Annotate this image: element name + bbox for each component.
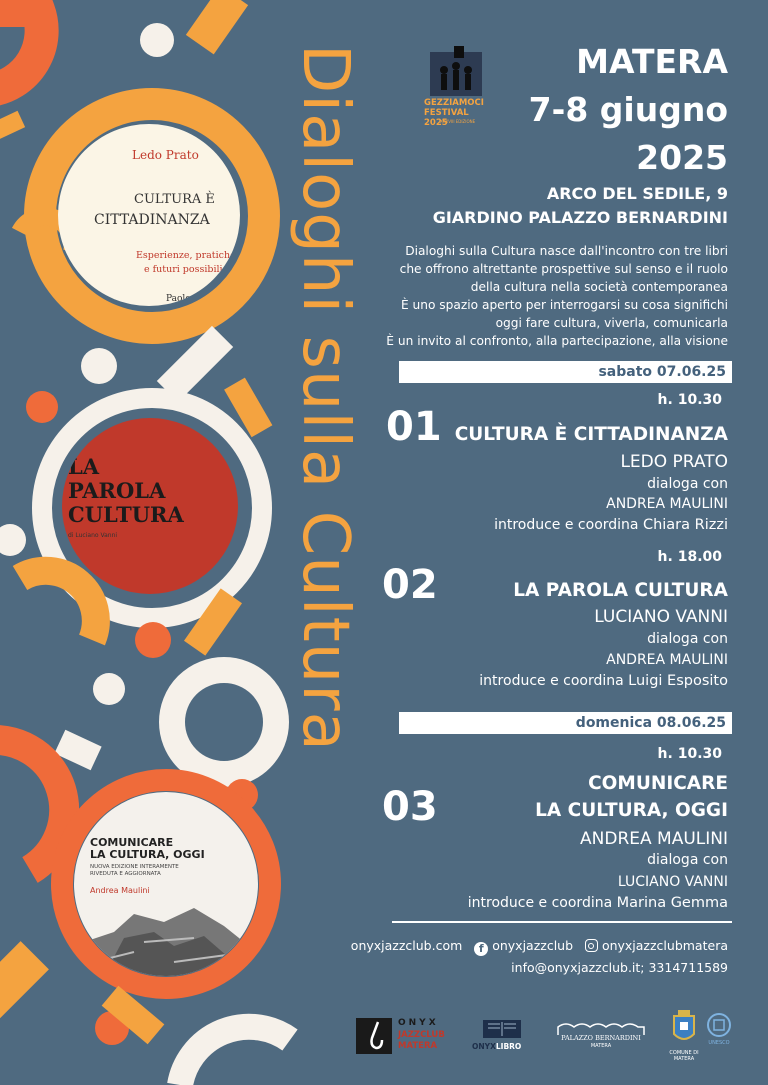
venue-line-2: GIARDINO PALAZZO BERNARDINI [432, 208, 728, 227]
festival-logo [424, 44, 488, 128]
event2-moderator-line [479, 673, 728, 689]
decor-dot-white-3 [0, 524, 26, 556]
event2-number: 02 [382, 562, 438, 608]
event2-title: LA PAROLA CULTURA [513, 580, 728, 601]
onyx-logo-text-3: MATERA [398, 1041, 438, 1051]
event3-title-2: LA CULTURA, OGGI [535, 800, 728, 821]
event3-guest: LUCIANO VANNI [617, 874, 728, 890]
decor-ring-white-small [172, 670, 276, 774]
event2-moderator: Luigi Esposito [628, 673, 728, 689]
onyx-logo-text-2: JAZZCLUB [398, 1030, 445, 1040]
book2-title-1: LA [68, 454, 100, 479]
instagram-icon [585, 939, 598, 952]
unesco-icon [706, 1012, 732, 1038]
palazzo-text: PALAZZO BERNARDINI [561, 1034, 641, 1042]
event1-time: h. 10.30 [657, 392, 722, 408]
saxophone-icon [356, 1018, 392, 1054]
book-cover-parola-cultura [62, 418, 238, 594]
decor-arc-orange-mid [20, 571, 96, 640]
decor-dot-white-4 [93, 673, 125, 705]
intro-line: oggi fare cultura, viverla, comunicarla [495, 316, 728, 330]
book1-subtitle-1: Esperienze, pratiche [136, 250, 236, 261]
venue-line-1: ARCO DEL SEDILE, 9 [546, 184, 728, 203]
intro-line: È uno spazio aperto per interrogarsi su cosa significhi [400, 298, 728, 312]
intro-line: che offrono altrettante prospettive sul senso e il ruolo [399, 262, 728, 276]
event3-author: ANDREA MAULINI [580, 829, 728, 849]
intro-line: della cultura nella società contemporanea [470, 280, 728, 294]
book3-edition-2: RIVEDUTA E AGGIORNATA [90, 871, 161, 877]
book3-edition-1: NUOVA EDIZIONE INTERAMENTE [90, 864, 179, 870]
book1-title-1: CULTURA È [134, 192, 215, 207]
libro-text-1: ONYX [472, 1042, 496, 1051]
facebook-icon: f [474, 942, 488, 956]
logo-text-2: FESTIVAL 2025 [424, 108, 469, 128]
onyx-logo-text-1: ONYX [398, 1018, 439, 1028]
event1-title: CULTURA È CITTADINANZA [454, 424, 728, 445]
decor-arc-orange-topleft [0, 10, 42, 90]
instagram-link[interactable]: onyxjazzclubmatera [601, 938, 728, 953]
event1-with: dialoga con [647, 476, 728, 492]
event-header [529, 38, 728, 182]
vertical-title: Dialoghi sulla Cultura [288, 44, 362, 752]
libro-logo-text [472, 1042, 521, 1051]
event3-title-1: COMUNICARE [588, 773, 728, 794]
arches-icon [556, 1021, 646, 1035]
book-cover-cultura-cittadinanza [58, 124, 240, 306]
event2-guest: ANDREA MAULINI [606, 652, 728, 668]
event1-number: 01 [386, 404, 442, 450]
footer-social [351, 938, 728, 956]
unesco-logo [706, 1012, 732, 1052]
book3-title-1: COMUNICARE [90, 836, 174, 849]
book-cover-comunicare-cultura [74, 792, 258, 976]
book1-author: Ledo Prato [132, 148, 199, 162]
event3-time: h. 10.30 [657, 746, 722, 762]
decor-bar-orange-bottom [0, 941, 49, 1019]
intro-line: È un invito al confronto, alla partecipazione, alla visione [386, 334, 728, 348]
decor-bar-orange-top [186, 0, 248, 54]
intro-line: Dialoghi sulla Cultura nasce dall'incontro con tre libri [405, 244, 728, 258]
event2-with: dialoga con [647, 631, 728, 647]
event1-author: LEDO PRATO [620, 452, 728, 472]
event1-intro-label: introduce e coordina [494, 517, 639, 533]
website-link[interactable]: onyxjazzclub.com [350, 938, 463, 953]
event3-moderator: Marina Gemma [616, 895, 728, 911]
book1-footer: Paolo Ri [166, 294, 204, 304]
coat-of-arms-icon [664, 1010, 704, 1048]
onyx-libro-logo [472, 1018, 532, 1058]
decor-dot-red-2 [135, 622, 171, 658]
event3-number: 03 [382, 784, 438, 830]
book2-title-3: CULTURA [68, 502, 184, 527]
decor-arc-red-left [0, 740, 64, 870]
event1-moderator: Chiara Rizzi [642, 517, 728, 533]
palazzo-sub-text: MATERA [590, 1043, 612, 1049]
book2-title-2: PAROLA [68, 478, 166, 503]
decor-dot-white-top [140, 23, 174, 57]
contact-info[interactable]: info@onyxjazzclub.it; 3314711589 [511, 960, 728, 975]
unesco-text: UNESCO [708, 1040, 730, 1046]
day-bar-sunday: domenica 08.06.25 [399, 712, 732, 734]
divider [392, 921, 732, 923]
event2-author: LUCIANO VANNI [594, 607, 728, 627]
comune-text: COMUNE DI MATERA [669, 1050, 699, 1062]
book3-author: Andrea Maulini [90, 886, 150, 895]
dates: 7-8 giugno [528, 90, 728, 129]
decor-dot-red-1 [26, 391, 58, 423]
logo-text-1: GEZZIAMOCI [424, 98, 484, 108]
musicians-icon [424, 44, 488, 100]
city: MATERA [576, 42, 728, 81]
logo-text-3: XXXVIII EDIZIONE [440, 119, 476, 124]
event1-moderator-line [494, 517, 728, 533]
book3-building-image [74, 902, 258, 976]
event1-guest: ANDREA MAULINI [606, 496, 728, 512]
intro-text [328, 242, 728, 350]
libro-text-2: LIBRO [495, 1042, 522, 1051]
book2-byline: di Luciano Vanni [68, 532, 118, 539]
decor-arc-white-bottom [180, 1027, 290, 1085]
onyx-jazzclub-logo [356, 1018, 454, 1056]
comune-matera-logo [664, 1010, 704, 1060]
year: 2025 [636, 138, 728, 177]
book1-subtitle-2: e futuri possibili [144, 264, 223, 275]
book-icon [482, 1018, 522, 1040]
decor-bar-orange-left [0, 111, 25, 146]
book3-title-2: LA CULTURA, OGGI [90, 848, 205, 861]
venue [433, 182, 728, 230]
day-bar-saturday: sabato 07.06.25 [399, 361, 732, 383]
event2-intro-label: introduce e coordina [479, 673, 624, 689]
decor-dot-white-2 [81, 348, 117, 384]
event3-with: dialoga con [647, 852, 728, 868]
event2-time: h. 18.00 [657, 549, 722, 565]
event3-intro-label: introduce e coordina [467, 895, 613, 911]
event3-moderator-line [468, 895, 728, 911]
palazzo-bernardini-logo [556, 1020, 646, 1050]
book1-title-2: CITTADINANZA [94, 212, 210, 228]
facebook-link[interactable]: onyxjazzclub [492, 938, 574, 953]
